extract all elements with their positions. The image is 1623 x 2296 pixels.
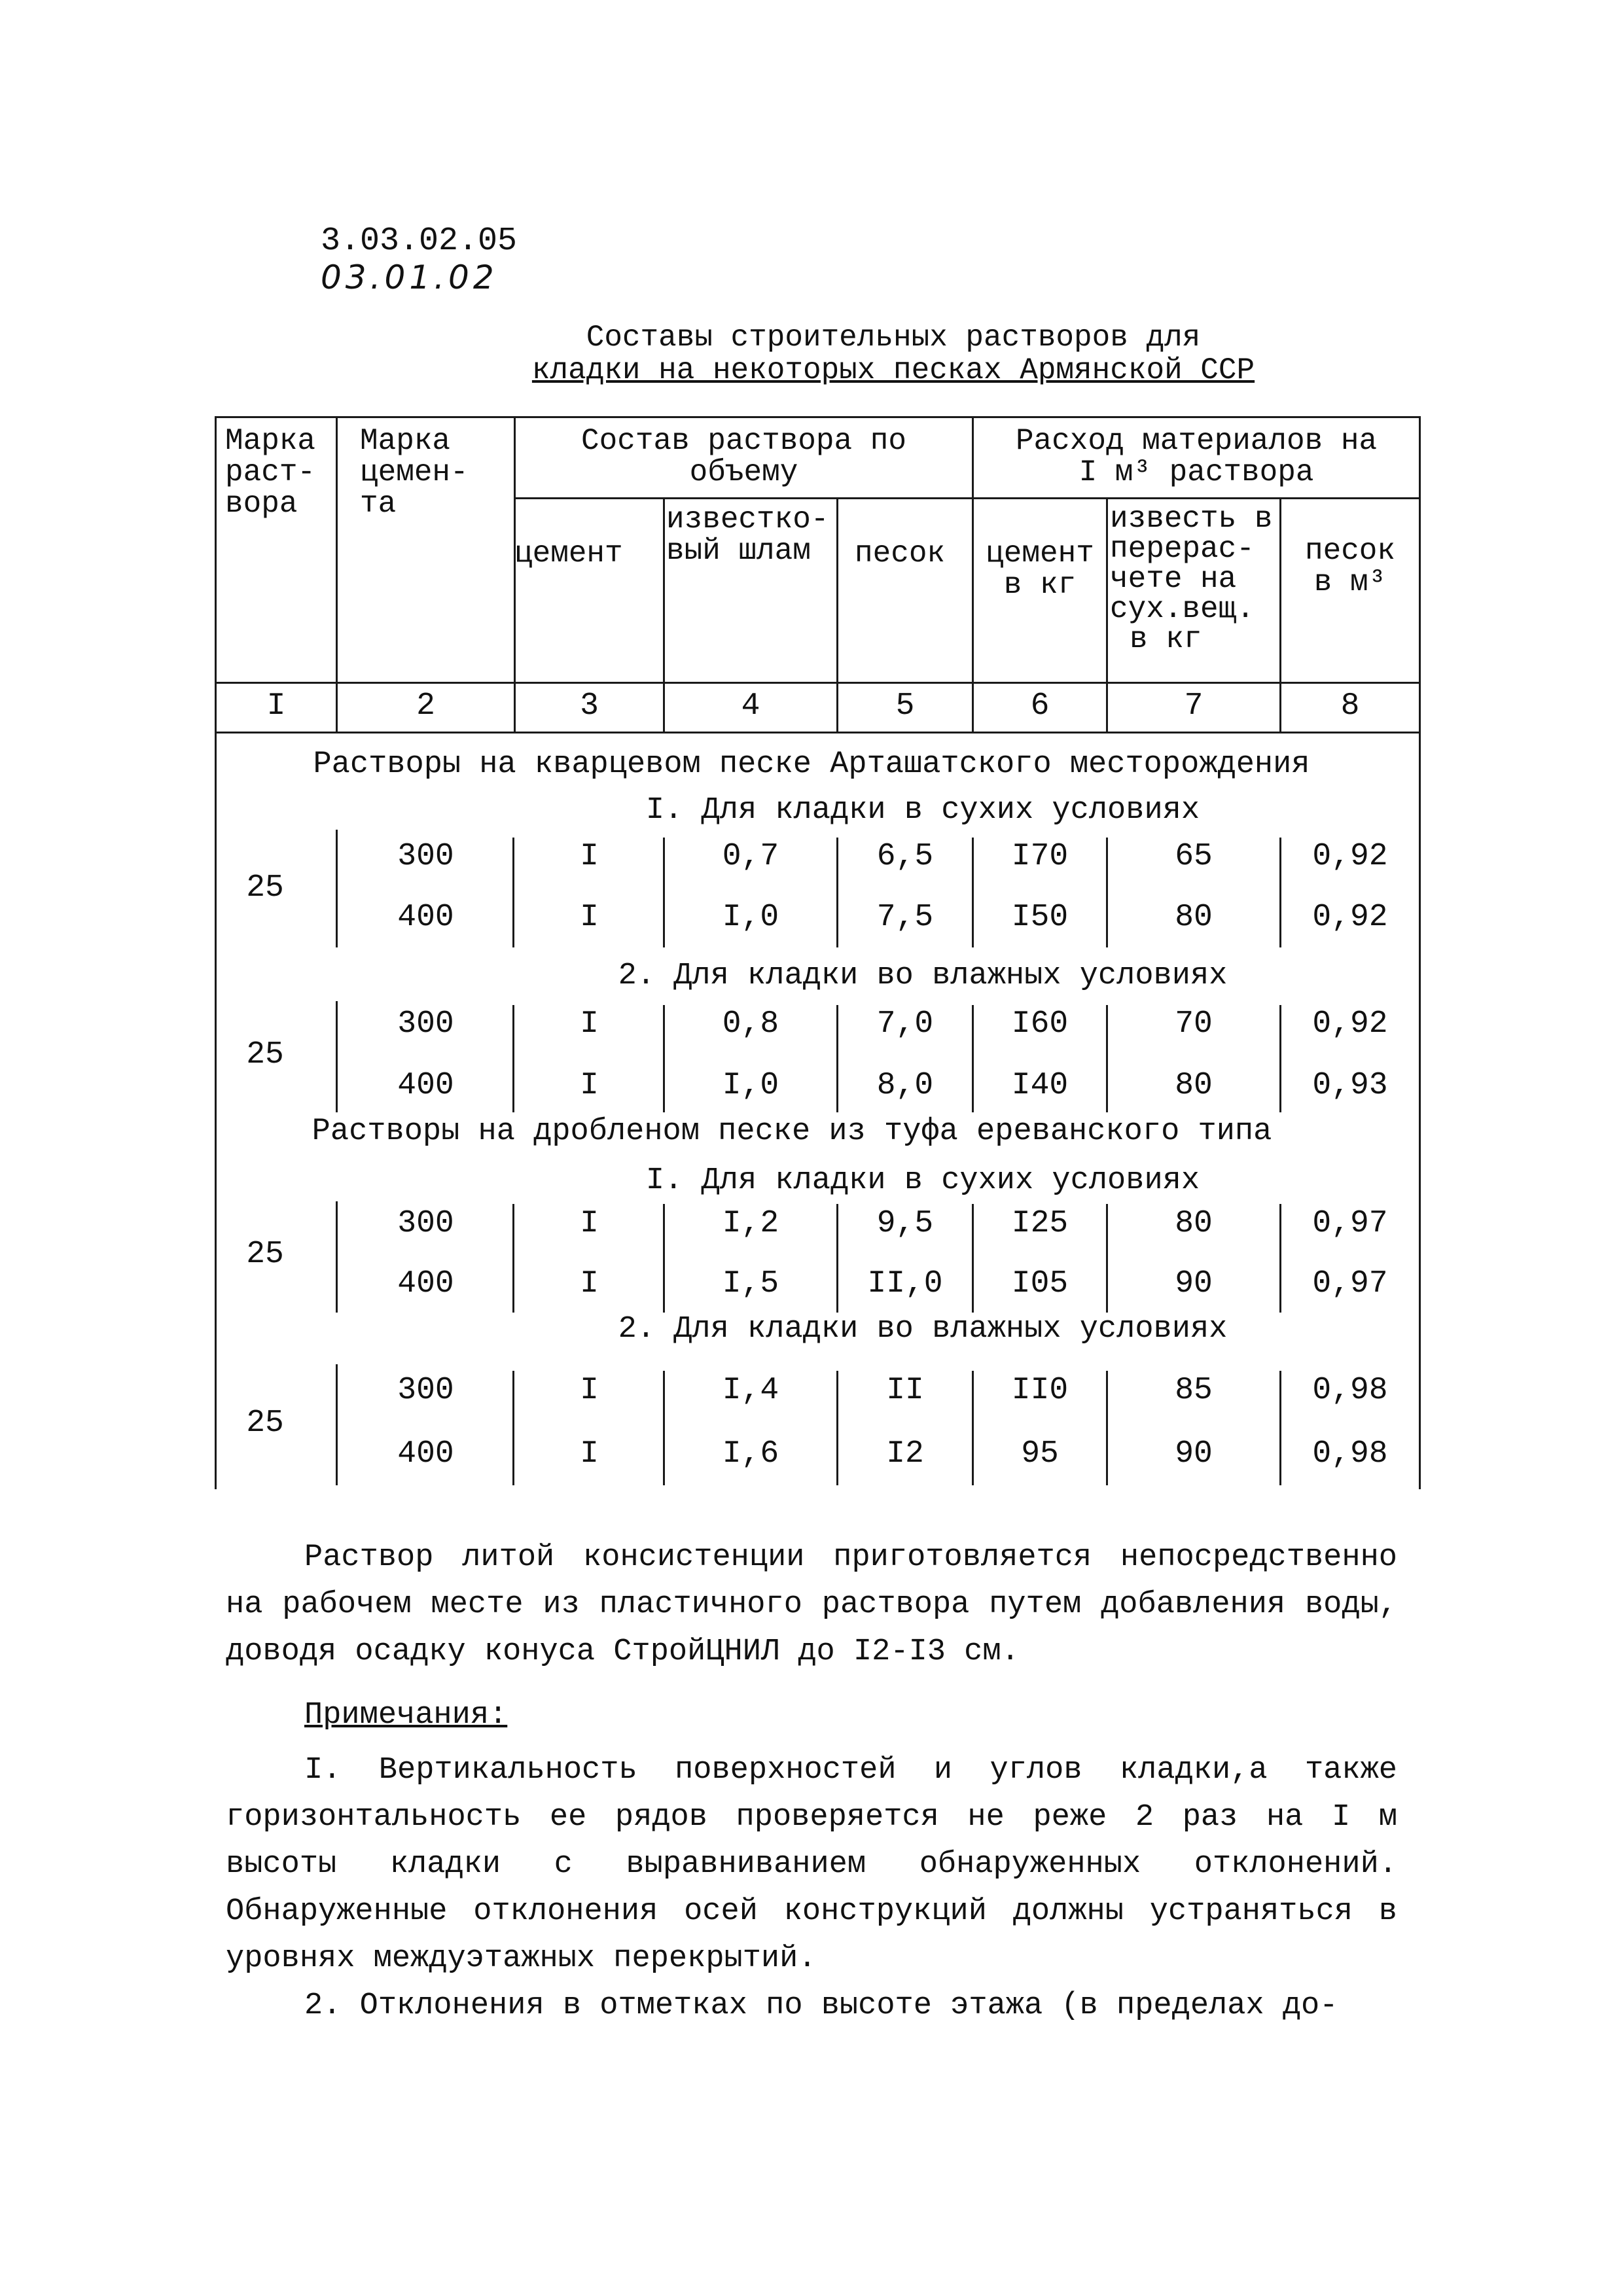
document-code: 3.03.02.05 [321, 222, 518, 260]
subheader-lime-sludge: известко- вый шлам [666, 503, 829, 568]
col-number: 7 [1184, 688, 1204, 724]
col-number: 3 [580, 688, 599, 724]
group-subtitle: 2. Для кладки во влажных условиях [618, 959, 1228, 993]
mortar-grade: 25 [246, 1405, 284, 1441]
subheader-lime-dry-kg: известь в перерас- чете на сух.вещ. в кг [1110, 502, 1273, 656]
mortar-grade: 25 [246, 1237, 284, 1272]
group-subtitle: 2. Для кладки во влажных условиях [618, 1312, 1228, 1347]
notes-heading: Примечания: [304, 1698, 508, 1733]
subheader-sand: песок [855, 537, 946, 571]
mortar-grade: 25 [246, 870, 284, 906]
header-material-consumption: Расход материалов на I м³ раствора [1015, 424, 1378, 489]
header-composition-by-volume: Состав раствора по объему [581, 424, 906, 489]
section-title: Растворы на кварцевом песке Арташатского месторождения [313, 747, 1310, 782]
col-number: 4 [741, 688, 760, 724]
body-paragraph: Раствор литой консистенции приготовляется непосредственно на рабочем месте из пластичного раствора путем добавления воды, доводя осадку конуса СтройЦНИЛ до I2-I3 см. [226, 1540, 1397, 1669]
group-subtitle: I. Для кладки в сухих условиях [645, 1163, 1200, 1198]
section-title: Растворы на дробленом песке из туфа ереванского типа [312, 1114, 1272, 1149]
subheader-cement: цемент [514, 537, 623, 571]
subheader-sand-m3: песок в м³ [1304, 534, 1396, 599]
col-number: 6 [1030, 688, 1050, 724]
col-number: 2 [416, 688, 435, 724]
col-number: I [266, 688, 286, 724]
subheader-cement-kg: цемент в кг [986, 537, 1094, 602]
group-subtitle: I. Для кладки в сухих условиях [645, 793, 1200, 828]
table-title-line2: кладки на некоторых песках Армянской ССР [531, 353, 1255, 387]
col-number: 8 [1340, 688, 1360, 724]
note-1: I. Вертикальность поверхностей и углов кладки,а также горизонтальность ее рядов проверяется не реже 2 раз на I м высоты кладки с выравниванием обнаруженных отклонений. Обнаруженные отклонения осей конструкций должны устраняться в уровнях междуэтажных перекрытий. [226, 1753, 1397, 1976]
col-number: 5 [895, 688, 915, 724]
document-code-handwritten: 03.01.02 [321, 258, 498, 296]
mortar-grade: 25 [246, 1037, 284, 1072]
table-title-line1: Составы строительных растворов для [586, 321, 1201, 355]
note-2: 2. Отклонения в отметках по высоте этажа (в пределах до- [304, 1988, 1338, 2023]
header-mortar-grade: Марка раст- вора [225, 424, 316, 521]
header-cement-grade: Марка цемен- та [360, 424, 469, 521]
